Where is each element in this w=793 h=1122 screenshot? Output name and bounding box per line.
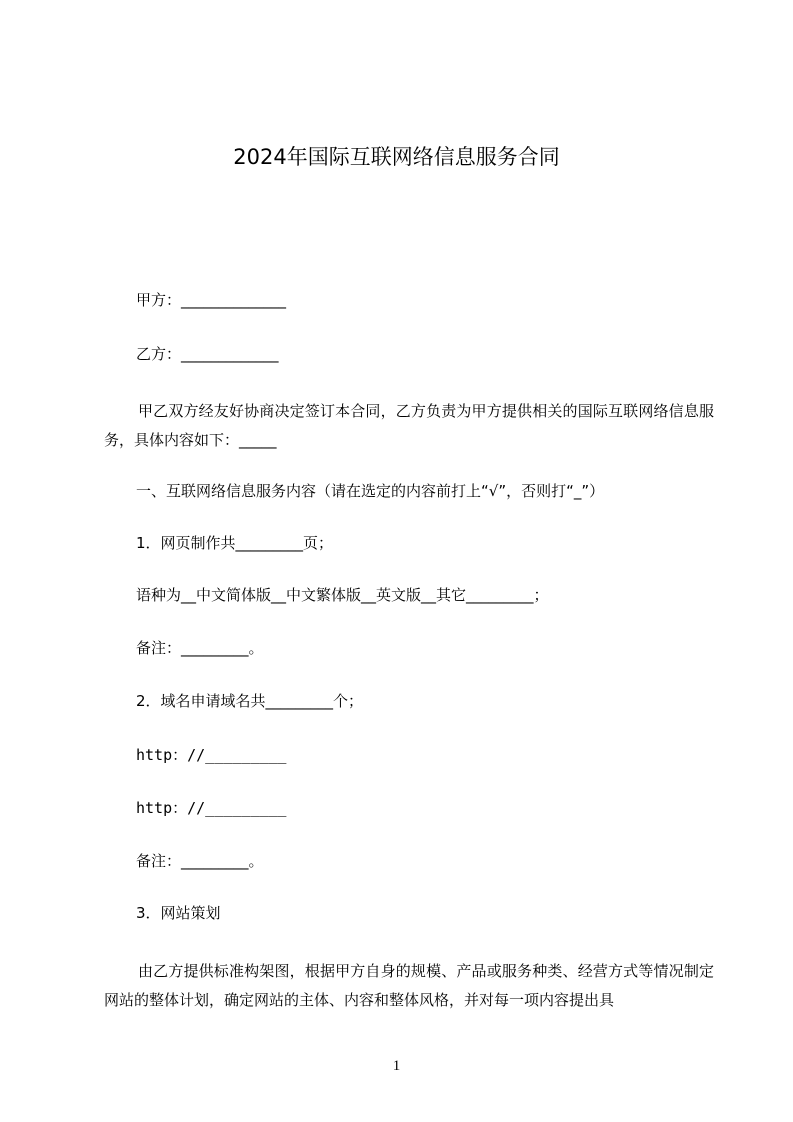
language-options: 语种为__中文简体版__中文繁体版__英文版__其它_________；: [136, 586, 549, 604]
domain-http-2: http：//_________: [136, 799, 287, 817]
planning-paragraph: 由乙方提供标准构架图，根据甲方自身的规模、产品或服务种类、经营方式等情况制定网站的整体计划，确定网站的主体、内容和整体风格，并对每一项内容提出具: [104, 962, 714, 1009]
party-b-line: 乙方：_____________: [136, 345, 279, 363]
note-1: 备注：_________。: [136, 639, 264, 657]
document-title: 2024年国际互联网络信息服务合同: [233, 145, 560, 169]
intro-paragraph: 甲乙双方经友好协商决定签订本合同，乙方负责为甲方提供相关的国际互联网络信息服务，具体内容如下：_____: [104, 402, 714, 449]
item-3-website-planning: 3．网站策划: [136, 904, 221, 922]
note-2: 备注：_________。: [136, 852, 264, 870]
item-1-web-pages: 1．网页制作共_________页；: [136, 534, 334, 552]
party-a-line: 甲方：______________: [136, 291, 287, 309]
section-1-heading: 一、互联网络信息服务内容（请在选定的内容前打上“√”，否则打“_”）: [136, 482, 605, 500]
domain-http-1: http：//_________: [136, 746, 287, 764]
item-2-domains: 2．域名申请域名共_________个；: [136, 692, 364, 710]
page-number: 1: [392, 1058, 401, 1074]
